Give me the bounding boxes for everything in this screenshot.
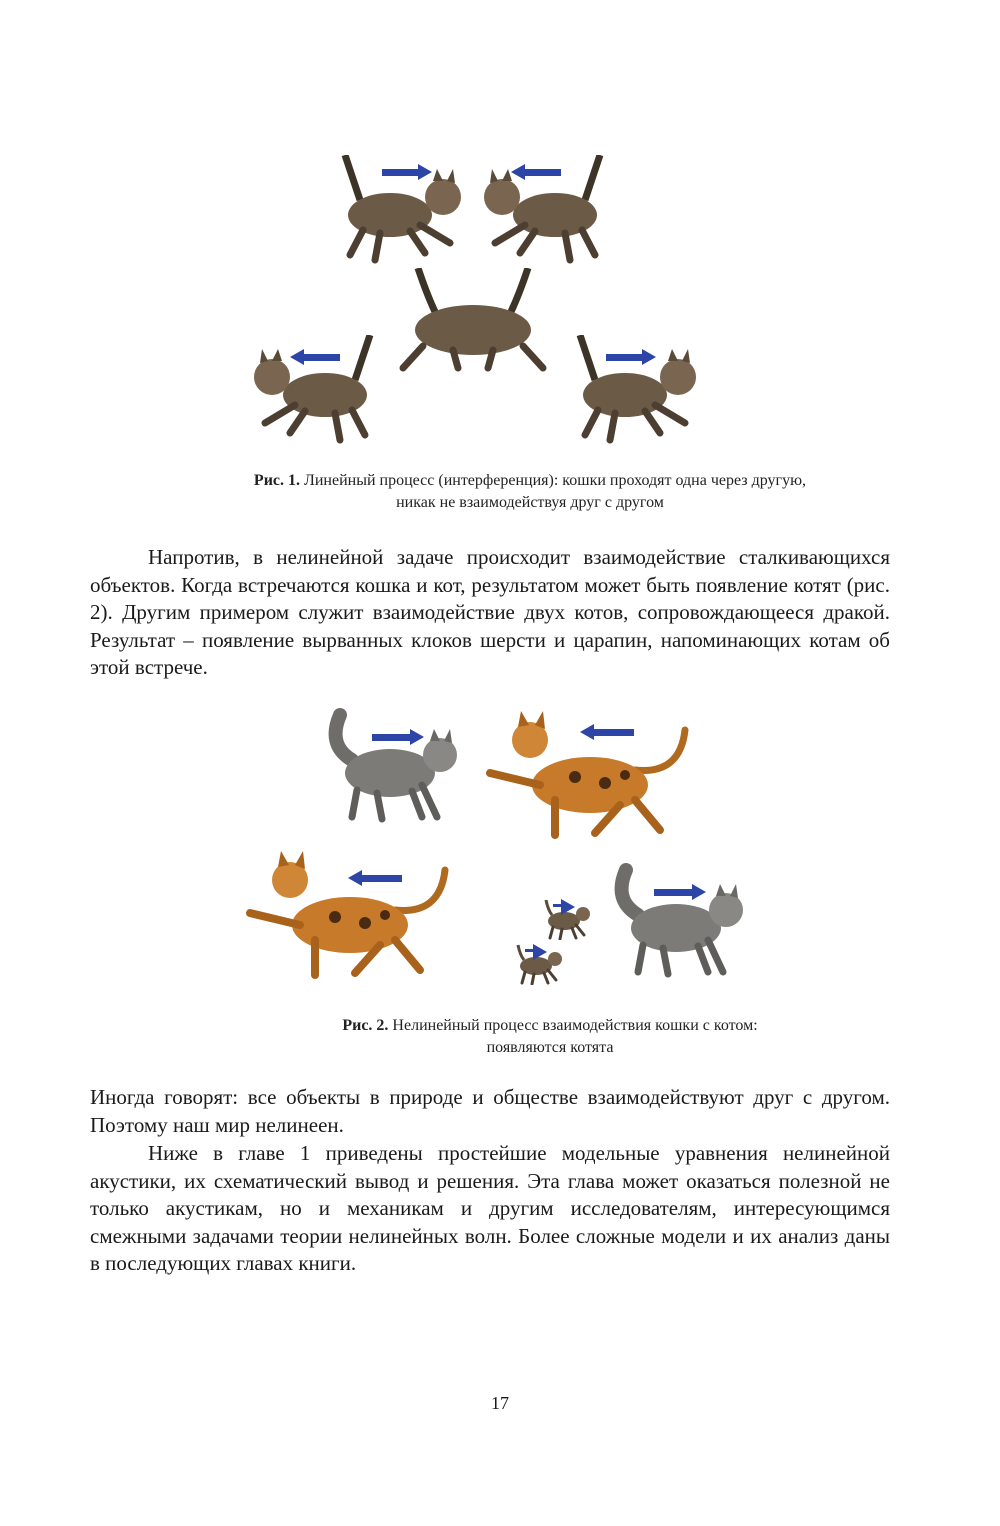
figure-2-label: Рис. 2. [342,1017,389,1034]
kitten-1-arrow-icon [553,904,563,907]
page-number: 17 [491,1393,509,1413]
grey-cat-walking-right-2-icon [608,860,748,980]
figure-1-caption-line2: никак не взаимодействуя друг с другом [396,494,664,511]
arrow-right-4-icon [654,889,694,896]
figure-2-caption-line1: Рис. 2. Нелинейный процесс взаимодействия кошки с котом: [342,1017,758,1034]
kitten-2-arrow-icon [525,949,535,952]
figure-2-caption-line2: появляются котята [486,1039,614,1056]
tabby-cat-walking-left-2-icon [245,335,390,445]
arrow-right-3-icon [372,734,412,741]
paragraph-3: Ниже в главе 1 приведены простейшие модельные уравнения нелинейной акустики, их схематический вывод и решения. Эта глава может оказаться полезной не только акустикам, но и механикам и другим исследователям, интересующимся смежными задачами теории нелинейных волн. Более сложные модели и их анализ даны в последующих главах книги. [90,1141,890,1275]
grey-cat-walking-right-icon [322,705,462,825]
figure-1-caption [130,470,930,514]
arrow-right-icon [382,169,420,176]
figure-1-caption-line1: Рис. 1. Линейный процесс (интерференция): кошки проходят одна через другую, [253,472,807,489]
arrow-left-3-icon [592,729,634,736]
figure-2 [240,700,760,990]
figure-1-label: Рис. 1. [253,472,301,489]
arrow-left-4-icon [360,875,402,882]
arrow-right-2-icon [606,354,644,361]
arrow-left-icon [523,169,561,176]
tabby-cat-walking-right-2-icon [560,335,705,445]
arrow-left-2-icon [302,354,340,361]
figure-2-caption [250,1015,850,1059]
paragraph-2: Иногда говорят: все объекты в природе и обществе взаимодействуют друг с другом. Поэтому наш мир нелинеен. [90,1085,890,1137]
merged-cat-icon [398,268,548,373]
paragraph-1: Напротив, в нелинейной задаче происходит взаимодействие сталкивающихся объектов. Когда встречаются кошка и кот, результатом может быть появление котят (рис. 2). Другим примером служит взаимодействие двух котов, сопровождающееся дракой. Результат – появление вырванных клоков шерсти и царапин, напоминающих котам об этой встрече. [90,545,890,679]
bengal-cat-walking-left-2-icon [245,845,455,985]
figure-1 [240,150,720,450]
